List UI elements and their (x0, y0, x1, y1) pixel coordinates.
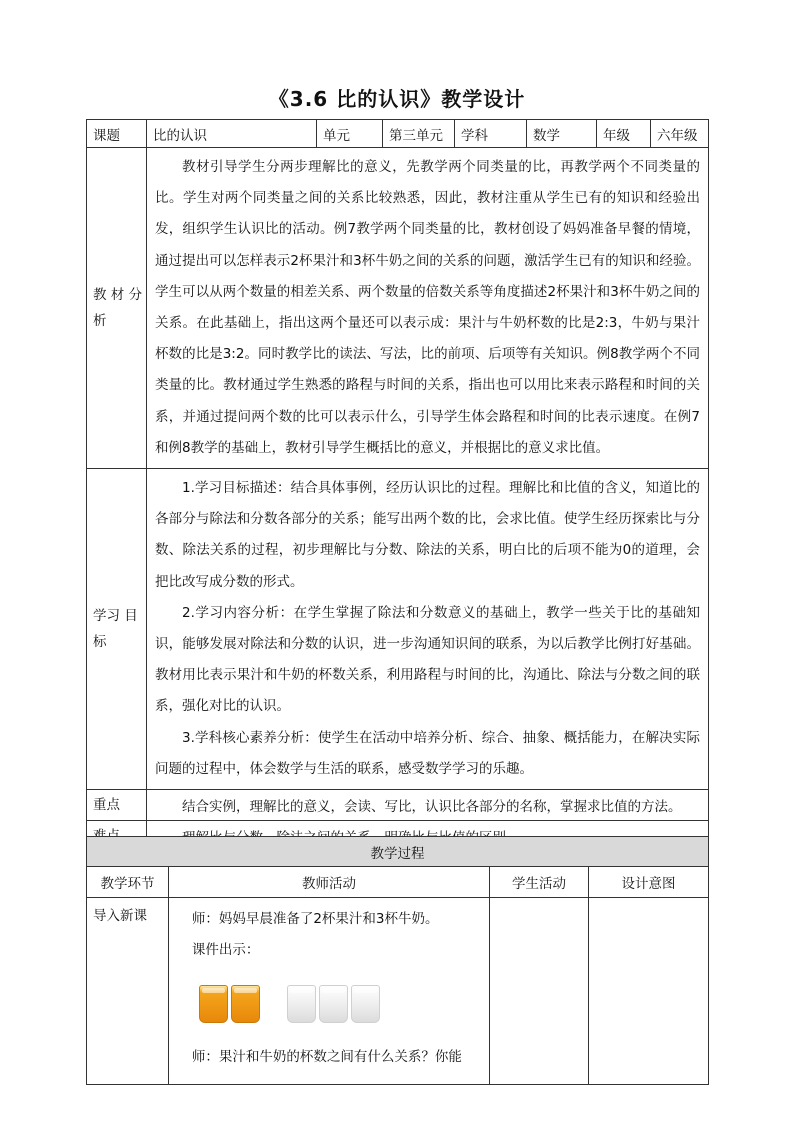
process-title: 教学过程 (87, 837, 709, 867)
column-header-stage: 教学环节 (87, 867, 169, 898)
column-header-teacher: 教师活动 (169, 867, 490, 898)
objectives-cell (147, 469, 709, 790)
objectives-label: 学习 目标 (87, 469, 147, 790)
teaching-process-table (86, 836, 709, 1085)
teacher-line: 课件出示： (191, 942, 260, 958)
document-title: 《3.6 比的认识》教学设计 (268, 87, 526, 111)
teacher-line: 师：妈妈早晨准备了2杯果汁和3杯牛奶。 (191, 911, 439, 927)
milk-cup-icon (287, 985, 316, 1023)
key-point-row (87, 790, 709, 821)
design-intent-cell (589, 898, 709, 1085)
unit-label: 单元 (317, 120, 383, 148)
teacher-line: 师：果汁和牛奶的杯数之间有什么关系？你能 (191, 1049, 462, 1065)
process-title-row (87, 837, 709, 867)
objective-item: 2.学习内容分析：在学生掌握了除法和分数意义的基础上，教学一些关于比的基础知识，能够发展对除法和分数的认识，进一步沟通知识间的联系，为以后教学比例打好基础。教材用比表示果汁和牛奶的杯数关系，利用路程与时间的比，沟通比、除法与分数之间的联系，强化对比的认识。 (155, 604, 700, 715)
objective-item: 3.学科核心素养分析：使学生在活动中培养分析、综合、抽象、概括能力，在解决实际问题的过程中，体会数学与生活的联系，感受数学学习的乐趣。 (155, 729, 700, 777)
header-row (87, 120, 709, 148)
table-row (87, 898, 709, 1085)
analysis-cell (147, 148, 709, 469)
cups-illustration (199, 976, 481, 1032)
objective-item: 1.学习目标描述：结合具体事例，经历认识比的过程。理解比和比值的含义，知道比的各部分与除法和分数各部分的关系；能写出两个数的比，会求比值。使学生经历探索比与分数、除法关系的过程，初步理解比与分数、除法的关系，明白比的后项不能为0的道理，会把比改写成分数的形式。 (155, 480, 700, 590)
subject-label: 学科 (455, 120, 527, 148)
lesson-info-table (86, 119, 709, 852)
juice-cup-icon (231, 985, 260, 1023)
topic-label: 课题 (87, 120, 147, 148)
subject-value: 数学 (527, 120, 597, 148)
key-point-label: 重点 (87, 790, 147, 821)
unit-value: 第三单元 (383, 120, 455, 148)
analysis-row (87, 148, 709, 469)
grade-value: 六年级 (651, 120, 709, 148)
objectives-row (87, 469, 709, 790)
juice-cup-icon (199, 985, 228, 1023)
grade-label: 年级 (597, 120, 651, 148)
milk-cup-icon (351, 985, 380, 1023)
student-activity-cell (490, 898, 589, 1085)
topic-value: 比的认识 (147, 120, 317, 148)
column-header-student: 学生活动 (490, 867, 589, 898)
column-header-intent: 设计意图 (589, 867, 709, 898)
stage-cell: 导入新课 (87, 898, 169, 1085)
analysis-label: 教 材 分析 (87, 148, 147, 469)
key-point-text: 结合实例，理解比的意义，会读、写比，认识比各部分的名称，掌握求比值的方法。 (182, 799, 682, 816)
key-point-cell (147, 790, 709, 821)
teacher-activity-cell (169, 898, 490, 1085)
process-column-headers (87, 867, 709, 898)
analysis-text: 教材引导学生分两步理解比的意义，先教学两个同类量的比，再教学两个不同类量的比。学生对两个同类量之间的关系比较熟悉，因此，教材注重从学生已有的知识和经验出发，组织学生认识比的活动。例7教学两个同类量的比，教材创设了妈妈准备早餐的情境，通过提出可以怎样表示2杯果汁和3杯牛奶之间的关系的问题，激活学生已有的知识和经验。学生可以从两个数量的相差关系、两个数量的倍数关系等角度描述2杯果汁和3杯牛奶之间的关系。在此基础上，指出这两个量还可以表示成：果汁与牛奶杯数的比是2:3，牛奶与果汁杯数的比是3:2。同时教学比的读法、写法，比的前项、后项等有关知识。例8教学两个不同类量的比。教材通过学生熟悉的路程与时间的关系，指出也可以用比来表示路程和时间的关系，并通过提问两个数的比可以表示什么，引导学生体会路程和时间的比表示速度。在例7和例8教学的基础上，教材引导学生概括比的意义，并根据比的意义求比值。 (155, 159, 700, 456)
milk-cup-icon (319, 985, 348, 1023)
